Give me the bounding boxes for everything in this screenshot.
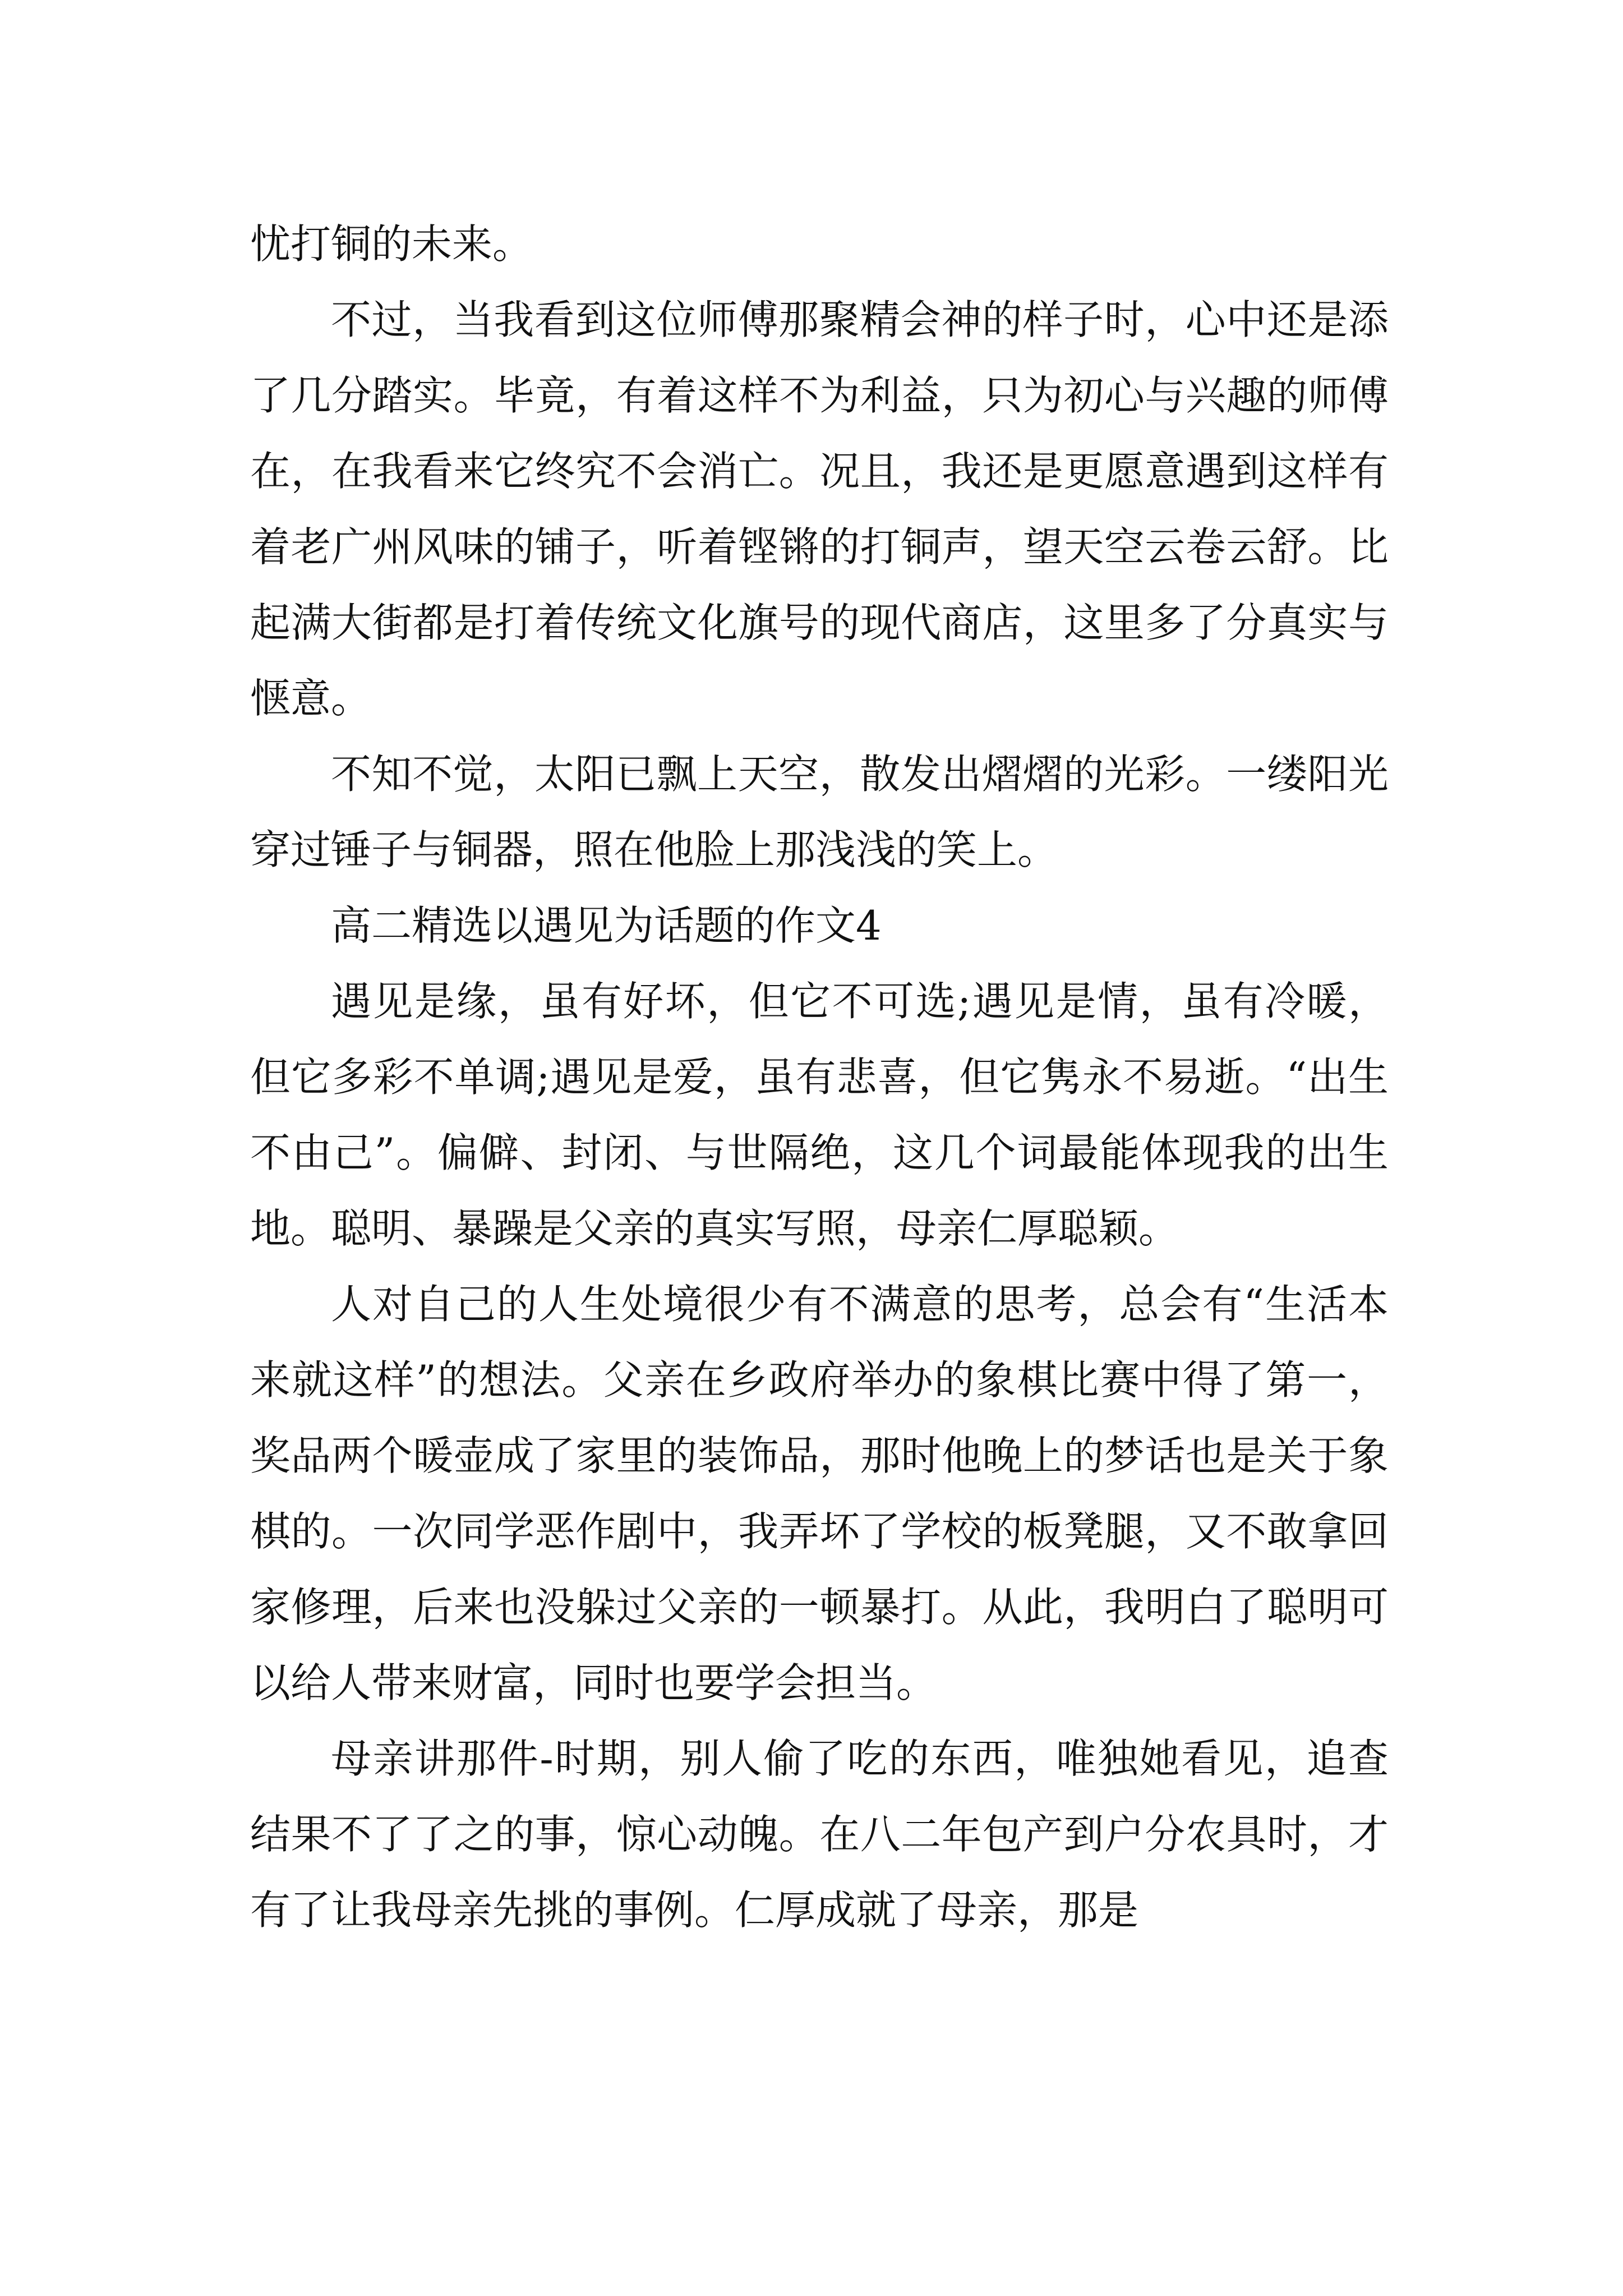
paragraph-master-craftsman: 不过，当我看到这位师傅那聚精会神的样子时，心中还是添了几分踏实。毕竟，有着这样不为利益，只为初心与兴趣的师傅在，在我看来它终究不会消亡。况且，我还是更愿意遇到这样有着老广州风味的铺子，听着铿锵的打铜声，望天空云卷云舒。比起满大街都是打着传统文化旗号的现代商店，这里多了分真实与惬意。 <box>250 296 1389 722</box>
paragraph-encounter: 遇见是缘，虽有好坏，但它不可选;遇见是情，虽有冷暖，但它多彩不单调;遇见是爱，虽有悲喜，但它隽永不易逝。“出生不由己”。偏僻、封闭、与世隔绝，这几个词最能体现我的出生地。聪明、暴躁是父亲的真实写照，母亲仁厚聪颖。 <box>250 978 1389 1252</box>
body-text <box>250 206 1389 1948</box>
paragraph-mother: 母亲讲那件-时期，别人偷了吃的东西，唯独她看见，追查结果不了了之的事，惊心动魄。在八二年包产到户分农具时，才有了让我母亲先挑的事例。仁厚成就了母亲，那是 <box>250 1735 1389 1934</box>
paragraph-sunlight: 不知不觉，太阳已飘上天空，散发出熠熠的光彩。一缕阳光穿过锤子与铜器，照在他脸上那浅浅的笑上。 <box>250 751 1389 873</box>
paragraph-continuation: 忧打铜的未来。 <box>250 220 533 268</box>
essay-heading: 高二精选以遇见为话题的作文4 <box>331 902 882 949</box>
paragraph-father: 人对自己的人生处境很少有不满意的思考，总会有“生活本来就这样”的想法。父亲在乡政府举办的象棋比赛中得了第一，奖品两个暖壶成了家里的装饰品，那时他晚上的梦话也是关于象棋的。一次同学恶作剧中，我弄坏了学校的板凳腿，又不敢拿回家修理，后来也没躲过父亲的一顿暴打。从此，我明白了聪明可以给人带来财富，同时也要学会担当。 <box>250 1281 1389 1706</box>
